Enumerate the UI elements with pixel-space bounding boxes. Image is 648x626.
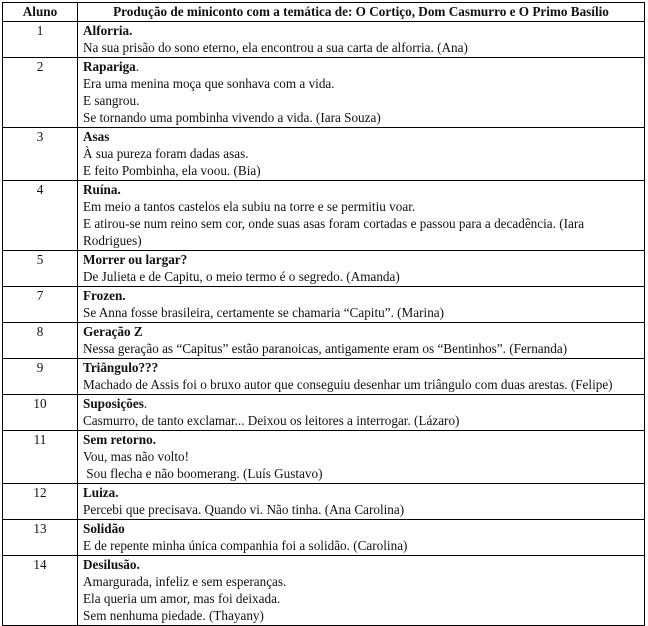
miniconto-title-line bbox=[83, 323, 641, 340]
miniconto-line: Amargurada, infeliz e sem esperanças. bbox=[83, 574, 287, 589]
miniconto-title: Rapariga bbox=[83, 59, 136, 74]
student-number: 13 bbox=[3, 520, 78, 556]
title-suffix: . bbox=[143, 396, 148, 411]
miniconto-cell bbox=[78, 323, 645, 359]
student-number: 9 bbox=[3, 359, 78, 395]
miniconto-cell bbox=[78, 484, 645, 520]
miniconto-title: Suposições bbox=[83, 396, 144, 411]
student-number: 5 bbox=[3, 251, 78, 287]
table-row bbox=[3, 395, 645, 431]
miniconto-cell bbox=[78, 251, 645, 287]
table-row bbox=[3, 58, 645, 128]
miniconto-title-line bbox=[83, 359, 641, 376]
miniconto-line: Na sua prisão do sono eterno, ela encontrou a sua carta de alforria. (Ana) bbox=[83, 40, 468, 55]
miniconto-title: Triângulo??? bbox=[83, 360, 159, 375]
miniconto-title-line bbox=[83, 251, 641, 268]
miniconto-title-line bbox=[83, 556, 641, 573]
table-row bbox=[3, 556, 645, 626]
miniconto-cell bbox=[78, 58, 645, 128]
table-body bbox=[3, 22, 645, 626]
miniconto-title-line bbox=[83, 431, 641, 448]
student-number: 10 bbox=[3, 395, 78, 431]
miniconto-title-line bbox=[83, 395, 641, 412]
miniconto-title-line bbox=[83, 22, 641, 39]
miniconto-cell bbox=[78, 22, 645, 58]
miniconto-table bbox=[2, 2, 645, 626]
miniconto-title: Asas bbox=[83, 129, 110, 144]
miniconto-title: Frozen. bbox=[83, 288, 126, 303]
student-number: 3 bbox=[3, 128, 78, 181]
miniconto-cell bbox=[78, 556, 645, 626]
table-row bbox=[3, 520, 645, 556]
miniconto-cell bbox=[78, 359, 645, 395]
table-row bbox=[3, 323, 645, 359]
table-row bbox=[3, 431, 645, 484]
table-row bbox=[3, 287, 645, 323]
miniconto-cell bbox=[78, 520, 645, 556]
miniconto-line: Percebi que precisava. Quando vi. Não tinha. (Ana Carolina) bbox=[83, 502, 405, 517]
header-row bbox=[3, 3, 645, 22]
miniconto-title-line bbox=[83, 520, 641, 537]
student-number: 4 bbox=[3, 181, 78, 251]
miniconto-line: Ela queria um amor, mas foi deixada. bbox=[83, 591, 281, 606]
miniconto-line: Sou flecha e não boomerang. (Luís Gustavo) bbox=[83, 466, 323, 481]
miniconto-title-line bbox=[83, 287, 641, 304]
miniconto-title: Geração Z bbox=[83, 324, 143, 339]
miniconto-title: Alforria. bbox=[83, 23, 133, 38]
miniconto-line: Casmurro, de tanto exclamar... Deixou os leitores a interrogar. (Lázaro) bbox=[83, 413, 460, 428]
miniconto-title: Desilusão. bbox=[83, 557, 140, 572]
miniconto-line: E atirou-se num reino sem cor, onde suas asas foram cortadas e passou para a decadência. (Iara Rodrigues) bbox=[83, 216, 588, 248]
miniconto-line: À sua pureza foram dadas asas. bbox=[83, 146, 249, 161]
student-number: 14 bbox=[3, 556, 78, 626]
miniconto-title-line bbox=[83, 181, 641, 198]
table-row bbox=[3, 251, 645, 287]
miniconto-line: Nessa geração as “Capitus” estão paranoicas, antigamente eram os “Bentinhos”. (Fernanda) bbox=[83, 341, 568, 356]
student-number: 12 bbox=[3, 484, 78, 520]
miniconto-title-line bbox=[83, 128, 641, 145]
miniconto-title: Solidão bbox=[83, 521, 125, 536]
miniconto-cell bbox=[78, 128, 645, 181]
miniconto-line: Vou, mas não volto! bbox=[83, 449, 189, 464]
miniconto-line: De Julieta e de Capitu, o meio termo é o segredo. (Amanda) bbox=[83, 269, 400, 284]
miniconto-line: E de repente minha única companhia foi a solidão. (Carolina) bbox=[83, 538, 408, 553]
miniconto-line: Se Anna fosse brasileira, certamente se chamaria “Capitu”. (Marina) bbox=[83, 305, 445, 320]
miniconto-cell bbox=[78, 431, 645, 484]
student-number: 7 bbox=[3, 287, 78, 323]
table-row bbox=[3, 22, 645, 58]
miniconto-title: Morrer ou largar? bbox=[83, 252, 188, 267]
table-row bbox=[3, 181, 645, 251]
table-row bbox=[3, 484, 645, 520]
table-row bbox=[3, 128, 645, 181]
miniconto-line: Machado de Assis foi o bruxo autor que conseguiu desenhar um triângulo com duas arestas. (Felipe) bbox=[83, 377, 613, 392]
student-number: 8 bbox=[3, 323, 78, 359]
miniconto-title-line bbox=[83, 484, 641, 501]
miniconto-cell bbox=[78, 287, 645, 323]
header-student: Aluno bbox=[3, 3, 78, 22]
title-suffix: . bbox=[135, 59, 140, 74]
student-number: 2 bbox=[3, 58, 78, 128]
table-row bbox=[3, 359, 645, 395]
student-number: 1 bbox=[3, 22, 78, 58]
miniconto-title: Sem retorno. bbox=[83, 432, 157, 447]
miniconto-line: Sem nenhuma piedade. (Thayany) bbox=[83, 608, 264, 623]
miniconto-cell bbox=[78, 181, 645, 251]
miniconto-line: E sangrou. bbox=[83, 93, 140, 108]
miniconto-line: Se tornando uma pombinha vivendo a vida. (Iara Souza) bbox=[83, 110, 381, 125]
miniconto-line: Em meio a tantos castelos ela subiu na torre e se permitiu voar. bbox=[83, 199, 416, 214]
miniconto-title-line bbox=[83, 58, 641, 75]
miniconto-title: Luiza. bbox=[83, 485, 119, 500]
miniconto-cell bbox=[78, 395, 645, 431]
header-production: Produção de miniconto com a temática de: O Cortiço, Dom Casmurro e O Primo Basílio bbox=[78, 3, 645, 22]
miniconto-line: Era uma menina moça que sonhava com a vida. bbox=[83, 76, 335, 91]
miniconto-title: Ruína. bbox=[83, 182, 121, 197]
student-number: 11 bbox=[3, 431, 78, 484]
miniconto-line: E feito Pombinha, ela voou. (Bia) bbox=[83, 163, 261, 178]
